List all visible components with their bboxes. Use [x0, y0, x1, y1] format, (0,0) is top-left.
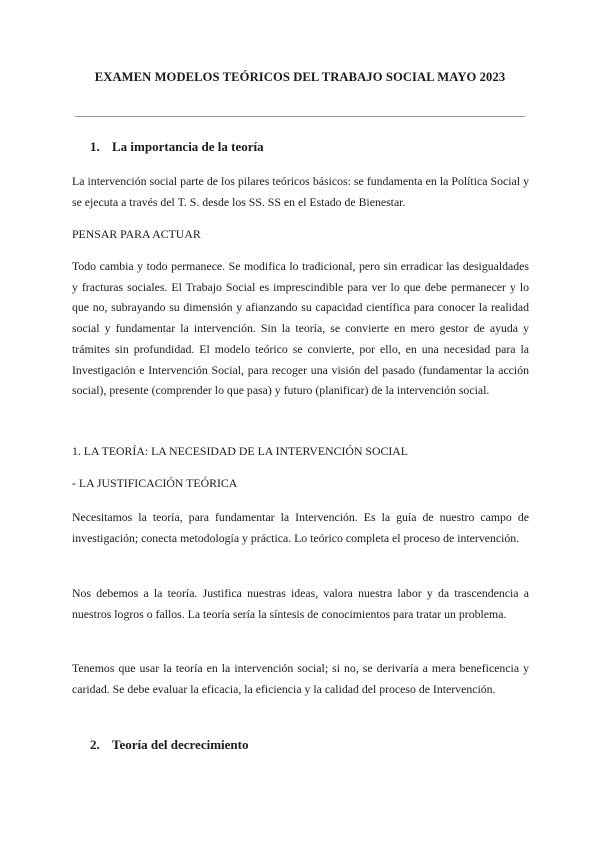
section-2-title: Teoría del decrecimiento: [112, 737, 249, 752]
section-2-heading: [90, 737, 248, 753]
subheading-la-teoria: 1. LA TEORÍA: LA NECESIDAD DE LA INTERVENCIÓN SOCIAL: [72, 444, 409, 458]
section-1-number: 1.: [90, 139, 100, 154]
document-title: EXAMEN MODELOS TEÓRICOS DEL TRABAJO SOCIAL MAYO 2023: [94, 70, 506, 84]
paragraph-todo-cambia: Todo cambia y todo permanece. Se modifica lo tradicional, pero sin erradicar las desigualdades y fracturas sociales. El Trabajo Social es imprescindible para ver lo que debe permanecer y lo que no, subrayando su dimensión y afianzando su capacidad científica para conocer la realidad social y fundamentar la intervención. Sin la teoría, se convierte en mero gestor de ayuda y trámites sin profundidad. El modelo teórico se convierte, por ello, en una necesidad para la Investigación e Intervención Social, para recoger una visión del pasado (fundamentar la acción social), presente (comprender lo que pasa) y futuro (planificar) de la intervención social.: [72, 259, 529, 398]
paragraph-tenemos: Tenemos que usar la teoría en la intervención social; si no, se derivaría a mera beneficencia y caridad. Se debe evaluar la eficacia, la eficiencia y la calidad del proceso de Intervención.: [72, 661, 529, 696]
paragraph-intro: La intervención social parte de los pilares teóricos básicos: se fundamenta en la Política Social y se ejecuta a través del T. S. desde los SS. SS en el Estado de Bienestar.: [72, 174, 529, 209]
section-1-heading: [90, 139, 264, 155]
subheading-justificacion-teorica: - LA JUSTIFICACIÓN TEÓRICA: [72, 476, 238, 490]
section-1-title: La importancia de la teoría: [112, 139, 264, 154]
paragraph-necesitamos: Necesitamos la teoría, para fundamentar la Intervención. Es la guía de nuestro campo de investigación; conecta metodología y práctica. Lo teórico completa el proceso de intervención.: [72, 510, 529, 545]
paragraph-nos-debemos: Nos debemos a la teoría. Justifica nuestras ideas, valora nuestra labor y da trascendencia a nuestros logros o fallos. La teoría sería la síntesis de conocimientos para tratar un problema.: [72, 586, 529, 621]
subheading-pensar-para-actuar: PENSAR PARA ACTUAR: [72, 227, 201, 241]
title-divider: [75, 116, 525, 117]
section-2-number: 2.: [90, 737, 100, 752]
